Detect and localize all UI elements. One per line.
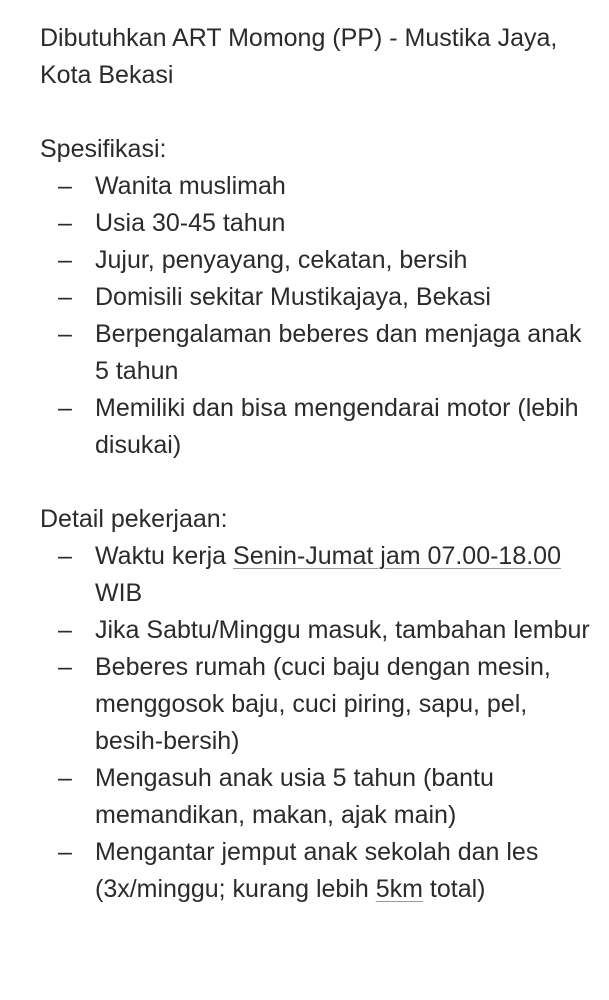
dash-bullet: – [58,283,72,311]
transport-suffix: total) [422,875,486,903]
list-item-text: Jujur, penyayang, cekatan, bersih [95,246,468,274]
dash-bullet: – [58,616,72,644]
schedule-link[interactable]: Senin-Jumat jam 07.00-18.00 [233,542,561,570]
list-item [40,760,595,834]
work-time-suffix: WIB [95,579,143,607]
dash-bullet: – [58,838,72,866]
dash-bullet: – [58,542,72,570]
spacer [40,94,595,131]
list-item [40,390,595,464]
details-list [40,538,595,908]
list-item [40,612,595,649]
list-item-text: Memiliki dan bisa mengendarai motor (lebih disukai) [95,394,579,459]
list-item [40,316,595,390]
list-item [40,205,595,242]
dash-bullet: – [58,764,72,792]
distance-link[interactable]: 5km [375,875,423,903]
dash-bullet: – [58,209,72,237]
dash-bullet: – [58,246,72,274]
list-item [40,242,595,279]
list-item-text: Wanita muslimah [95,172,286,200]
work-time-prefix: Waktu kerja [95,542,234,570]
list-item-text: Berpengalaman beberes dan menjaga anak 5 tahun [95,320,582,385]
list-item-text: Usia 30-45 tahun [95,209,286,237]
list-item [40,834,595,908]
list-item-text: Beberes rumah (cuci baju dengan mesin, menggosok baju, cuci piring, sapu, pel, besih-bersih) [95,653,551,755]
list-item [40,279,595,316]
note-content [40,20,595,908]
transport-prefix: Mengantar jemput anak sekolah dan les (3x/minggu; kurang lebih [95,838,539,903]
page-title: Dibutuhkan ART Momong (PP) - Mustika Jaya, Kota Bekasi [40,24,558,89]
dash-bullet: – [58,172,72,200]
list-item [40,538,595,612]
list-item [40,649,595,760]
specs-list [40,168,595,464]
dash-bullet: – [58,320,72,348]
dash-bullet: – [58,394,72,422]
specs-heading: Spesifikasi: [40,135,167,163]
list-item-text: Jika Sabtu/Minggu masuk, tambahan lembur [95,616,590,644]
list-item-text: Mengasuh anak usia 5 tahun (bantu memandikan, makan, ajak main) [95,764,494,829]
list-item-text: Domisili sekitar Mustikajaya, Bekasi [95,283,491,311]
list-item [40,168,595,205]
spacer [40,464,595,501]
dash-bullet: – [58,653,72,681]
details-heading: Detail pekerjaan: [40,505,228,533]
